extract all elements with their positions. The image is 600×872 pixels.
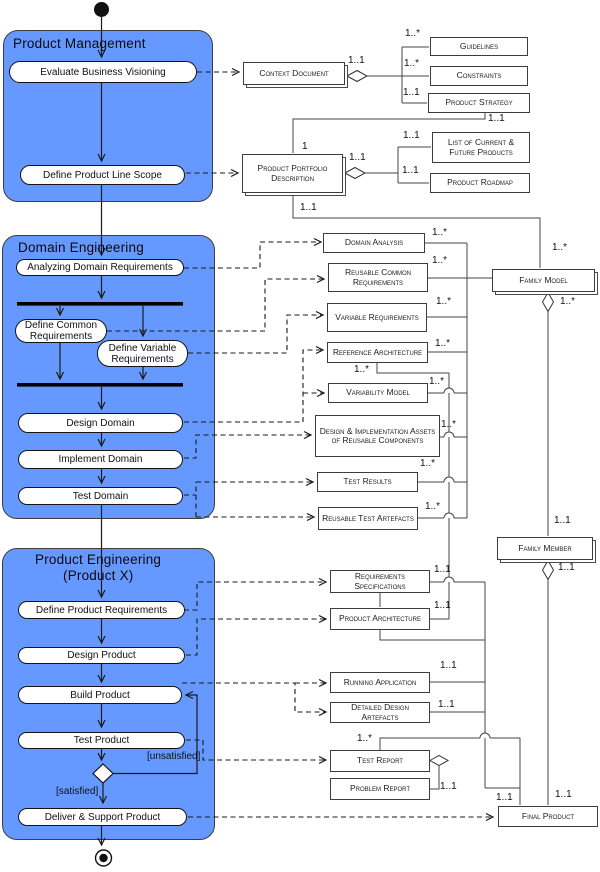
activity-define-product-requirements: Define Product Requirements (18, 601, 185, 619)
multiplicity-ppd-top: 1 (302, 141, 308, 152)
artifact-test-report: Test Report (330, 750, 430, 772)
artifact-reusable-test-artefacts: Reusable Test Artefacts (318, 507, 418, 530)
initial-node (94, 2, 109, 17)
artifact-detailed-design-artefacts: Detailed Design Artefacts (330, 702, 430, 723)
multiplicity-variability-model: 1..* (429, 376, 445, 387)
activity-build-product: Build Product (18, 686, 182, 704)
multiplicity-ref-arch-bottom: 1..* (354, 364, 370, 375)
multiplicity-guidelines: 1..* (405, 28, 421, 39)
artifact-domain-analysis: Domain Analysis (323, 233, 425, 253)
multiplicity-final-product-right: 1..1 (555, 789, 572, 800)
multiplicity-family-member-top: 1..1 (554, 515, 571, 526)
multiplicity-final-product-left: 1..1 (496, 792, 513, 803)
multiplicity-family-member-diamond: 1..1 (558, 562, 575, 573)
activity-design-product: Design Product (18, 647, 185, 664)
activity-define-product-line-scope: Define Product Line Scope (20, 165, 185, 185)
final-node (96, 850, 112, 866)
lane-title-product-management: Product Management (13, 36, 146, 51)
artifact-product-portfolio-description: Product Portfolio Description (242, 154, 343, 193)
artifact-product-strategy: Product Strategy (428, 93, 530, 113)
multiplicity-test-report: 1..* (357, 733, 373, 744)
multiplicity-reference-architecture: 1..* (435, 338, 451, 349)
join-bar (17, 383, 183, 387)
artifact-reusable-common-requirements: Reusable Common Requirements (328, 263, 428, 292)
artifact-final-product: Final Product (498, 806, 598, 827)
lane-title-domain-engineering: Domain Engineering (18, 240, 144, 255)
lane-title-product-engineering-1: Product Engineering (35, 552, 162, 567)
multiplicity-requirements-spec: 1..1 (434, 564, 451, 575)
artifact-constraints: Constraints (430, 66, 528, 86)
activity-define-common-requirements: Define Common Requirements (15, 319, 107, 343)
guard-satisfied: [satisfied] (56, 786, 99, 797)
artifact-family-model: Family Model (492, 269, 595, 292)
multiplicity-family-model-diamond: 1..* (560, 296, 576, 307)
multiplicity-variable-req: 1..* (436, 296, 452, 307)
multiplicity-product-roadmap: 1..1 (402, 165, 419, 176)
guard-unsatisfied: [unsatisfied] (147, 751, 201, 762)
multiplicity-ppd-diamond: 1..1 (349, 152, 366, 163)
artifact-reference-architecture: Reference Architecture (327, 342, 428, 363)
artifact-product-architecture: Product Architecture (330, 608, 430, 630)
activity-deliver-support-product: Deliver & Support Product (18, 808, 187, 826)
multiplicity-context-document: 1..1 (348, 55, 365, 66)
artifact-test-results: Test Results (317, 472, 418, 492)
artifact-running-application: Running Application (330, 672, 430, 693)
activity-analyzing-domain-requirements: Analyzing Domain Requirements (16, 259, 184, 276)
multiplicity-running-application: 1..1 (440, 660, 457, 671)
activity-implement-domain: Implement Domain (18, 450, 183, 469)
multiplicity-detailed-design: 1..1 (438, 699, 455, 710)
multiplicity-reusable-test-artefacts: 1..* (425, 501, 441, 512)
multiplicity-list-products: 1..1 (403, 130, 420, 141)
artifact-list-of-current-and-future-products: List of Current & Future Products (432, 132, 530, 163)
artifact-variability-model: Variability Model (328, 383, 428, 403)
multiplicity-product-strategy-bottom: 1..1 (488, 113, 505, 124)
artifact-variable-requirements: Variable Requirements (327, 303, 427, 332)
artifact-guidelines: Guidelines (430, 37, 528, 56)
activity-define-variable-requirements: Define Variable Requirements (97, 340, 188, 367)
multiplicity-family-model-top: 1..* (552, 242, 568, 253)
multiplicity-product-strategy: 1..1 (403, 87, 420, 98)
artifact-product-roadmap: Product Roadmap (430, 173, 530, 193)
artifact-family-member: Family Member (497, 537, 593, 560)
multiplicity-ppd-bottom: 1..1 (300, 202, 317, 213)
activity-design-domain: Design Domain (18, 413, 183, 433)
artifact-problem-report: Problem Report (330, 778, 430, 800)
multiplicity-reusable-common-req: 1..* (432, 255, 448, 266)
activity-evaluate-business-visioning: Evaluate Business Visioning (9, 61, 197, 83)
activity-test-domain: Test Domain (18, 487, 183, 505)
artifact-context-document: Context Document (243, 62, 345, 85)
fork-bar (17, 302, 183, 306)
artifact-requirements-specifications: Requirements Specifications (330, 570, 430, 593)
multiplicity-problem-report: 1..1 (440, 781, 457, 792)
multiplicity-test-results: 1..* (420, 458, 436, 469)
decision-diamond (93, 764, 113, 783)
multiplicity-design-impl-assets: 1..* (441, 419, 457, 430)
multiplicity-product-architecture: 1..1 (434, 600, 451, 611)
multiplicity-constraints: 1..* (404, 58, 420, 69)
lane-title-product-engineering-2: (Product X) (63, 568, 134, 583)
multiplicity-domain-analysis: 1..* (432, 227, 448, 238)
artifact-design-implementation-assets: Design & Implementation Assets of Reusable Components (315, 415, 440, 457)
activity-test-product: Test Product (18, 732, 185, 749)
